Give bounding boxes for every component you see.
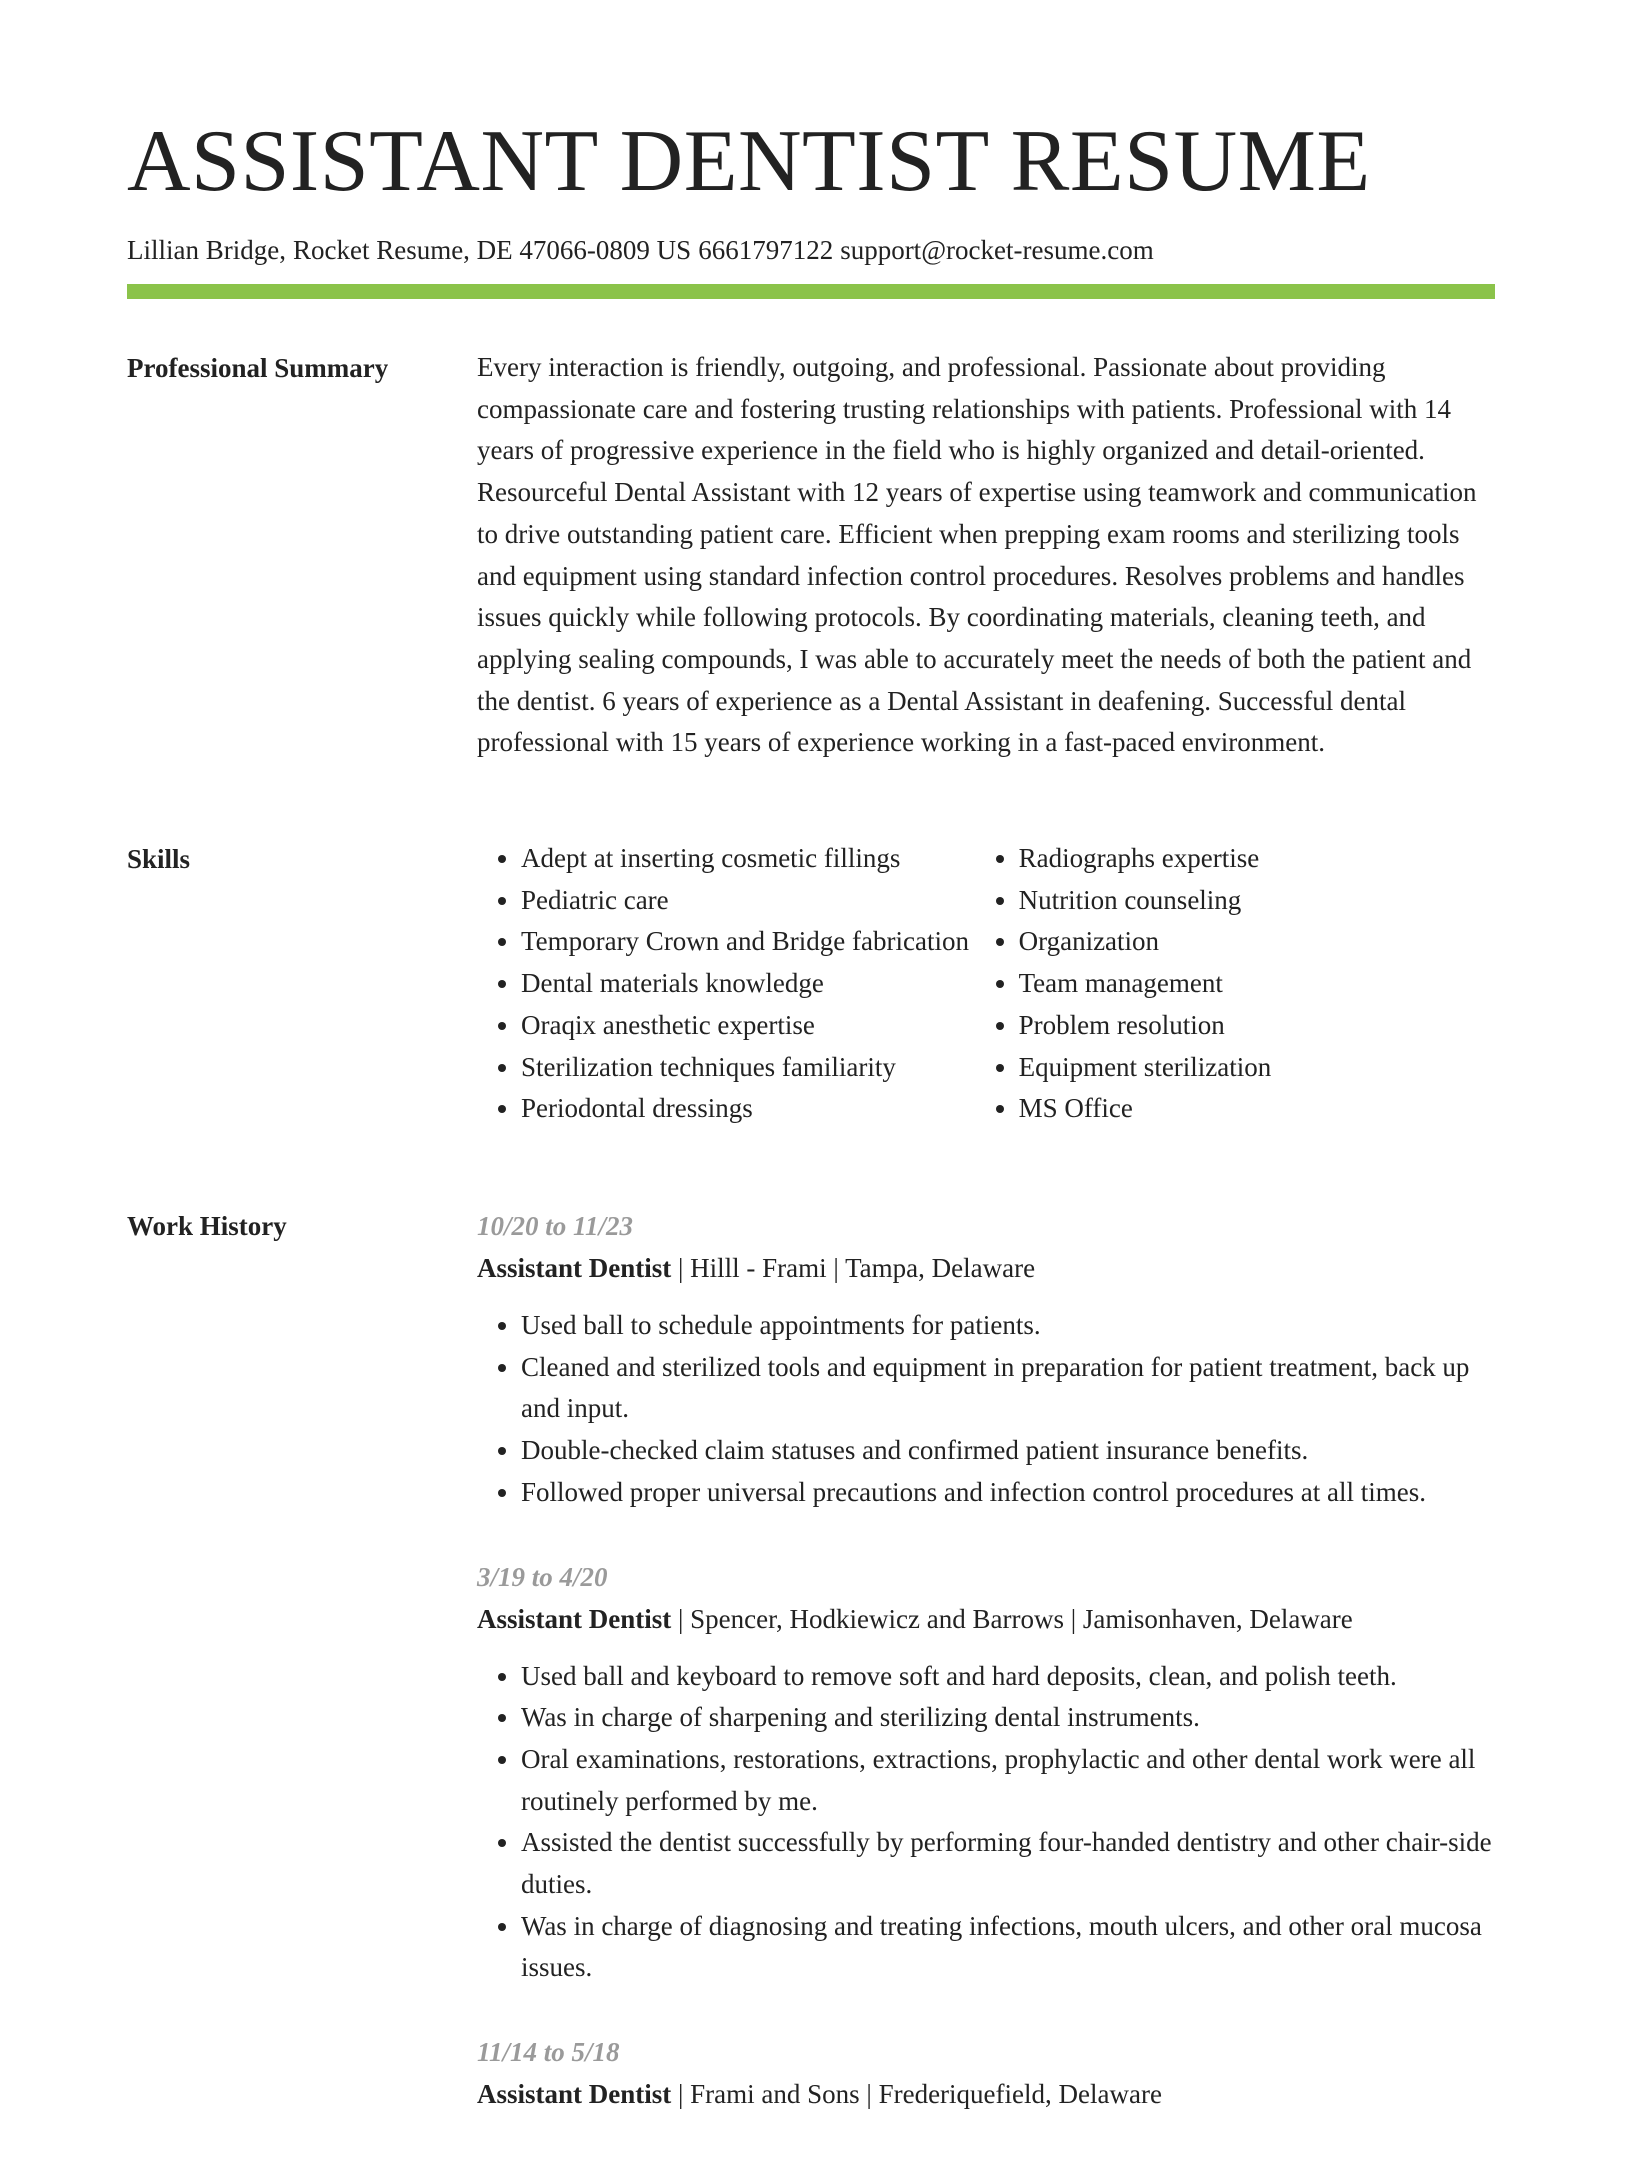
skills-body [477,838,1495,1130]
job-title: Assistant Dentist [477,2079,672,2110]
job-details: | Hilll - Frami | Tampa, Delaware [671,1253,1036,1283]
job-title: Assistant Dentist [477,1603,672,1634]
skill-item: • Periodontal dressings [521,1088,975,1130]
job-entry [477,1205,1495,1514]
work-history-heading: Work History [127,1211,287,1241]
skills-heading: Skills [127,844,191,874]
summary-text: Every interaction is friendly, outgoing, and professional. Passionate about providing compassionate care and fostering trusting relationships with patients. Professional with 14 years of progressive experience in the field who is highly organized and detail-oriented. Resourceful Dental Assistant with 12 years of expertise using teamwork and communication to drive outstanding patient care. Efficient when prepping exam rooms and sterilizing tools and equipment using standard infection control procedures. Resolves problems and handles issues quickly while following protocols. By coordinating materials, cleaning teeth, and applying sealing compounds, I was able to accurately meet the needs of both the patient and the dentist. 6 years of experience as a Dental Assistant in deafening. Successful dental professional with 15 years of experience working in a fast-paced environment. [477,352,1477,758]
job-bullet: • Was in charge of sharpening and sterilizing dental instruments. [521,1697,1495,1739]
skill-item: • Problem resolution [1019,1005,1495,1047]
job-heading [477,2073,1495,2115]
skill-item: • Adept at inserting cosmetic fillings [521,838,975,880]
skill-item: • Nutrition counseling [1019,880,1495,922]
skill-item: • Sterilization techniques familiarity [521,1047,975,1089]
job-bullets [477,1656,1495,1990]
skill-item: • Radiographs expertise [1019,838,1495,880]
job-dates: 11/14 to 5/18 [477,2037,620,2068]
contact-name: Lillian Bridge, [127,235,286,265]
skill-item: • Temporary Crown and Bridge fabrication [521,921,975,963]
job-heading [477,1247,1495,1289]
job-bullet: • Assisted the dentist successfully by performing four-handed dentistry and other chair-side duties. [521,1822,1495,1905]
job-entry [477,1556,1495,1990]
skill-item: • Pediatric care [521,880,975,922]
job-title: Assistant Dentist [477,1253,672,1283]
job-entry [477,2031,1495,2115]
summary-heading: Professional Summary [127,353,389,383]
work-history-body [477,1205,1495,2157]
skill-item: • MS Office [1019,1088,1495,1130]
contact-email[interactable]: support@rocket-resume.com [840,235,1154,265]
job-details: | Frami and Sons | Frederiquefield, Delaware [671,2079,1162,2110]
header-accent-rule [127,284,1495,299]
job-bullets [477,1305,1495,1514]
job-bullet: • Cleaned and sterilized tools and equipment in preparation for patient treatment, back up and input. [521,1347,1495,1430]
skill-item: • Oraqix anesthetic expertise [521,1005,975,1047]
job-bullet: • Used ball and keyboard to remove soft and hard deposits, clean, and polish teeth. [521,1656,1495,1698]
job-bullet: • Followed proper universal precautions and infection control procedures at all times. [521,1472,1495,1514]
contact-phone: 6661797122 [698,235,834,265]
job-bullet: • Was in charge of diagnosing and treating infections, mouth ulcers, and other oral mucosa issues. [521,1906,1495,1989]
job-details: | Spencer, Hodkiewicz and Barrows | Jamisonhaven, Delaware [671,1603,1353,1634]
job-bullet: • Double-checked claim statuses and confirmed patient insurance benefits. [521,1430,1495,1472]
job-dates: 10/20 to 11/23 [477,1211,634,1241]
job-bullet: • Oral examinations, restorations, extractions, prophylactic and other dental work were all routinely performed by me. [521,1739,1495,1822]
resume-title: ASSISTANT DENTIST RESUME [127,113,1371,210]
skill-item: • Team management [1019,963,1495,1005]
skills-list-left [477,838,975,1130]
skill-item: • Organization [1019,921,1495,963]
job-dates: 3/19 to 4/20 [477,1561,608,1592]
skills-list-right [975,838,1495,1130]
contact-line [127,232,1161,268]
skill-item: • Equipment sterilization [1019,1047,1495,1089]
summary-body [477,347,1495,764]
job-heading [477,1598,1495,1640]
skill-item: • Dental materials knowledge [521,963,975,1005]
contact-address: Rocket Resume, DE 47066-0809 US [292,235,692,265]
job-bullet: • Used ball to schedule appointments for patients. [521,1305,1495,1347]
